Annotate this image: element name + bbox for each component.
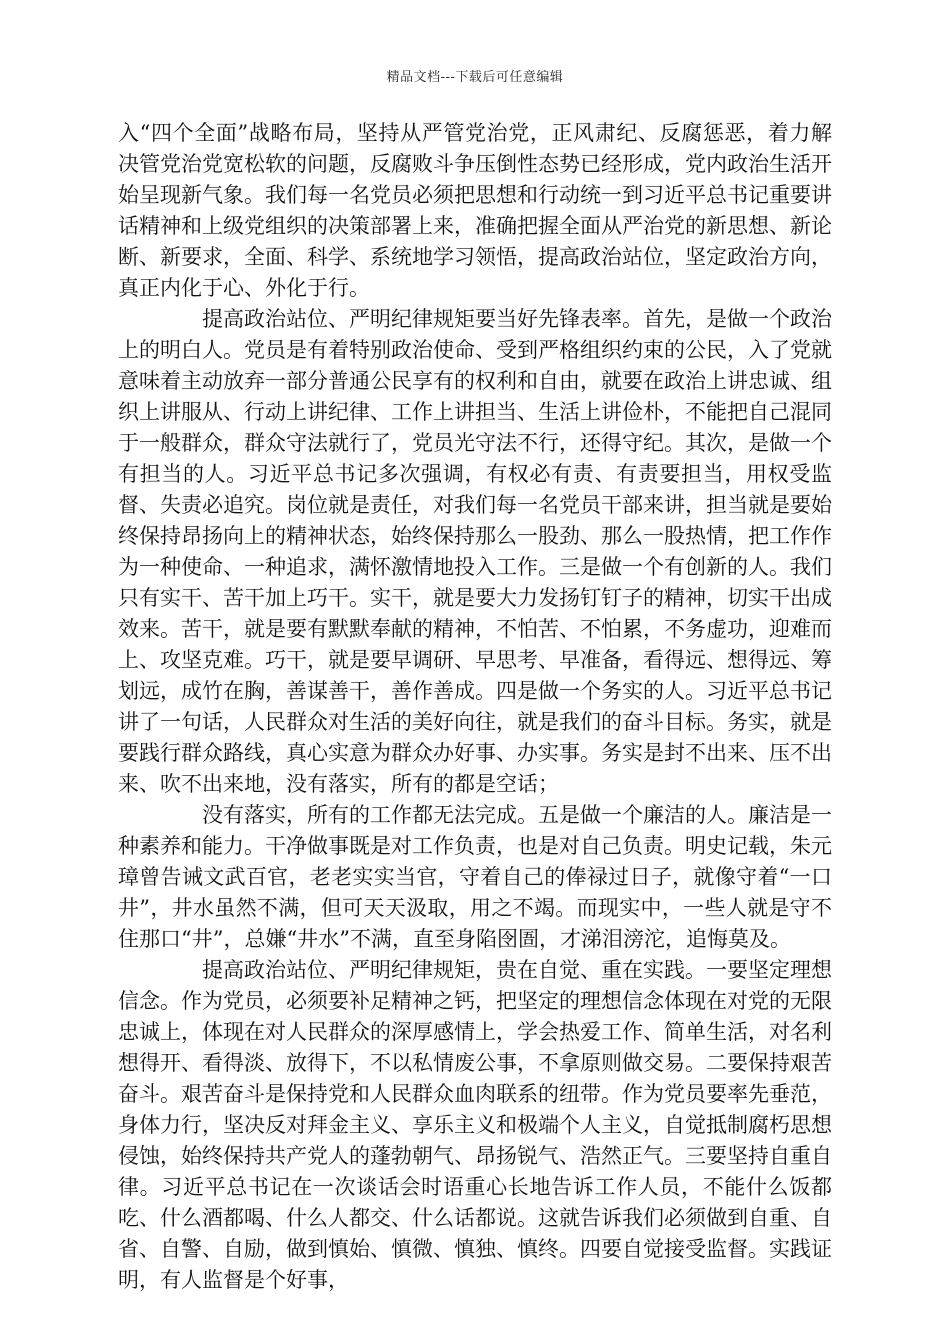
- paragraph: 提高政治站位、严明纪律规矩要当好先锋表率。首先，是做一个政治上的明白人。党员是有着特别政治使命、受到严格组织约束的公民，入了党就意味着主动放弃一部分普通公民享有的权利和自由，就要在政治上讲忠诚、组织上讲服从、行动上讲纪律、工作上讲担当、生活上讲俭朴，不能把自己混同于一般群众，群众守法就行了，党员光守法不行，还得守纪。其次，是做一个有担当的人。习近平总书记多次强调，有权必有责、有责要担当，用权受监督、失责必追究。岗位就是责任，对我们每一名党员干部来讲，担当就是要始终保持昂扬向上的精神状态，始终保持那么一股劲、那么一股热情，把工作作为一种使命、一种追求，满怀激情地投入工作。三是做一个有创新的人。我们只有实干、苦干加上巧干。实干，就是要大力发扬钉钉子的精神，切实干出成效来。苦干，就是要有默默奉献的精神，不怕苦、不怕累，不务虚功，迎难而上、攻坚克难。巧干，就是要早调研、早思考、早准备，看得远、想得远、筹划远，成竹在胸，善谋善干，善作善成。四是做一个务实的人。习近平总书记讲了一句话，人民群众对生活的美好向往，就是我们的奋斗目标。务实，就是要践行群众路线，真心实意为群众办好事、办实事。务实是封不出来、压不出来、吹不出来地，没有落实，所有的都是空话；: [118, 307, 832, 796]
- paragraph: 没有落实，所有的工作都无法完成。五是做一个廉洁的人。廉洁是一种素养和能力。干净做事既是对工作负责，也是对自己负责。明史记载，朱元璋曾告诫文武百官，老老实实当官，守着自己的俸禄过日子，就像守着“一口井”，井水虽然不满，但可天天汲取，用之不竭。而现实中，一些人就是守不住那口“井”，总嫌“井水”不满，直至身陷囹圄，才涕泪滂沱，追悔莫及。: [118, 803, 832, 951]
- page-header: 精品文档---下载后可任意编辑: [386, 70, 564, 85]
- paragraph: 提高政治站位、严明纪律规矩，贵在自觉、重在实践。一要坚定理想信念。作为党员，必须要补足精神之钙，把坚定的理想信念体现在对党的无限忠诚上，体现在对人民群众的深厚感情上，学会热爱工作、简单生活，对名利想得开、看得淡、放得下，不以私情废公事，不拿原则做交易。二要保持艰苦奋斗。艰苦奋斗是保持党和人民群众血肉联系的纽带。作为党员要率先垂范，身体力行，坚决反对拜金主义、享乐主义和极端个人主义，自觉抵制腐朽思想侵蚀，始终保持共产党人的蓬勃朝气、昂扬锐气、浩然正气。三要坚持自重自律。习近平总书记在一次谈话会时语重心长地告诉工作人员，不能什么饭都吃、什么酒都喝、什么人都交、什么话都说。这就告诉我们必须做到自重、自省、自警、自励，做到慎始、慎微、慎独、慎终。四要自觉接受监督。实践证明，有人监督是个好事，: [118, 958, 832, 1292]
- paragraph: 入“四个全面”战略布局，坚持从严管党治党，正风肃纪、反腐惩恶，着力解决管党治党宽松软的问题，反腐败斗争压倒性态势已经形成，党内政治生活开始呈现新气象。我们每一名党员必须把思想和行动统一到习近平总书记重要讲话精神和上级党组织的决策部署上来，准确把握全面从严治党的新思想、新论断、新要求，全面、科学、系统地学习领悟，提高政治站位，坚定政治方向，真正内化于心、外化于行。: [118, 121, 832, 300]
- document-body: [118, 118, 832, 1296]
